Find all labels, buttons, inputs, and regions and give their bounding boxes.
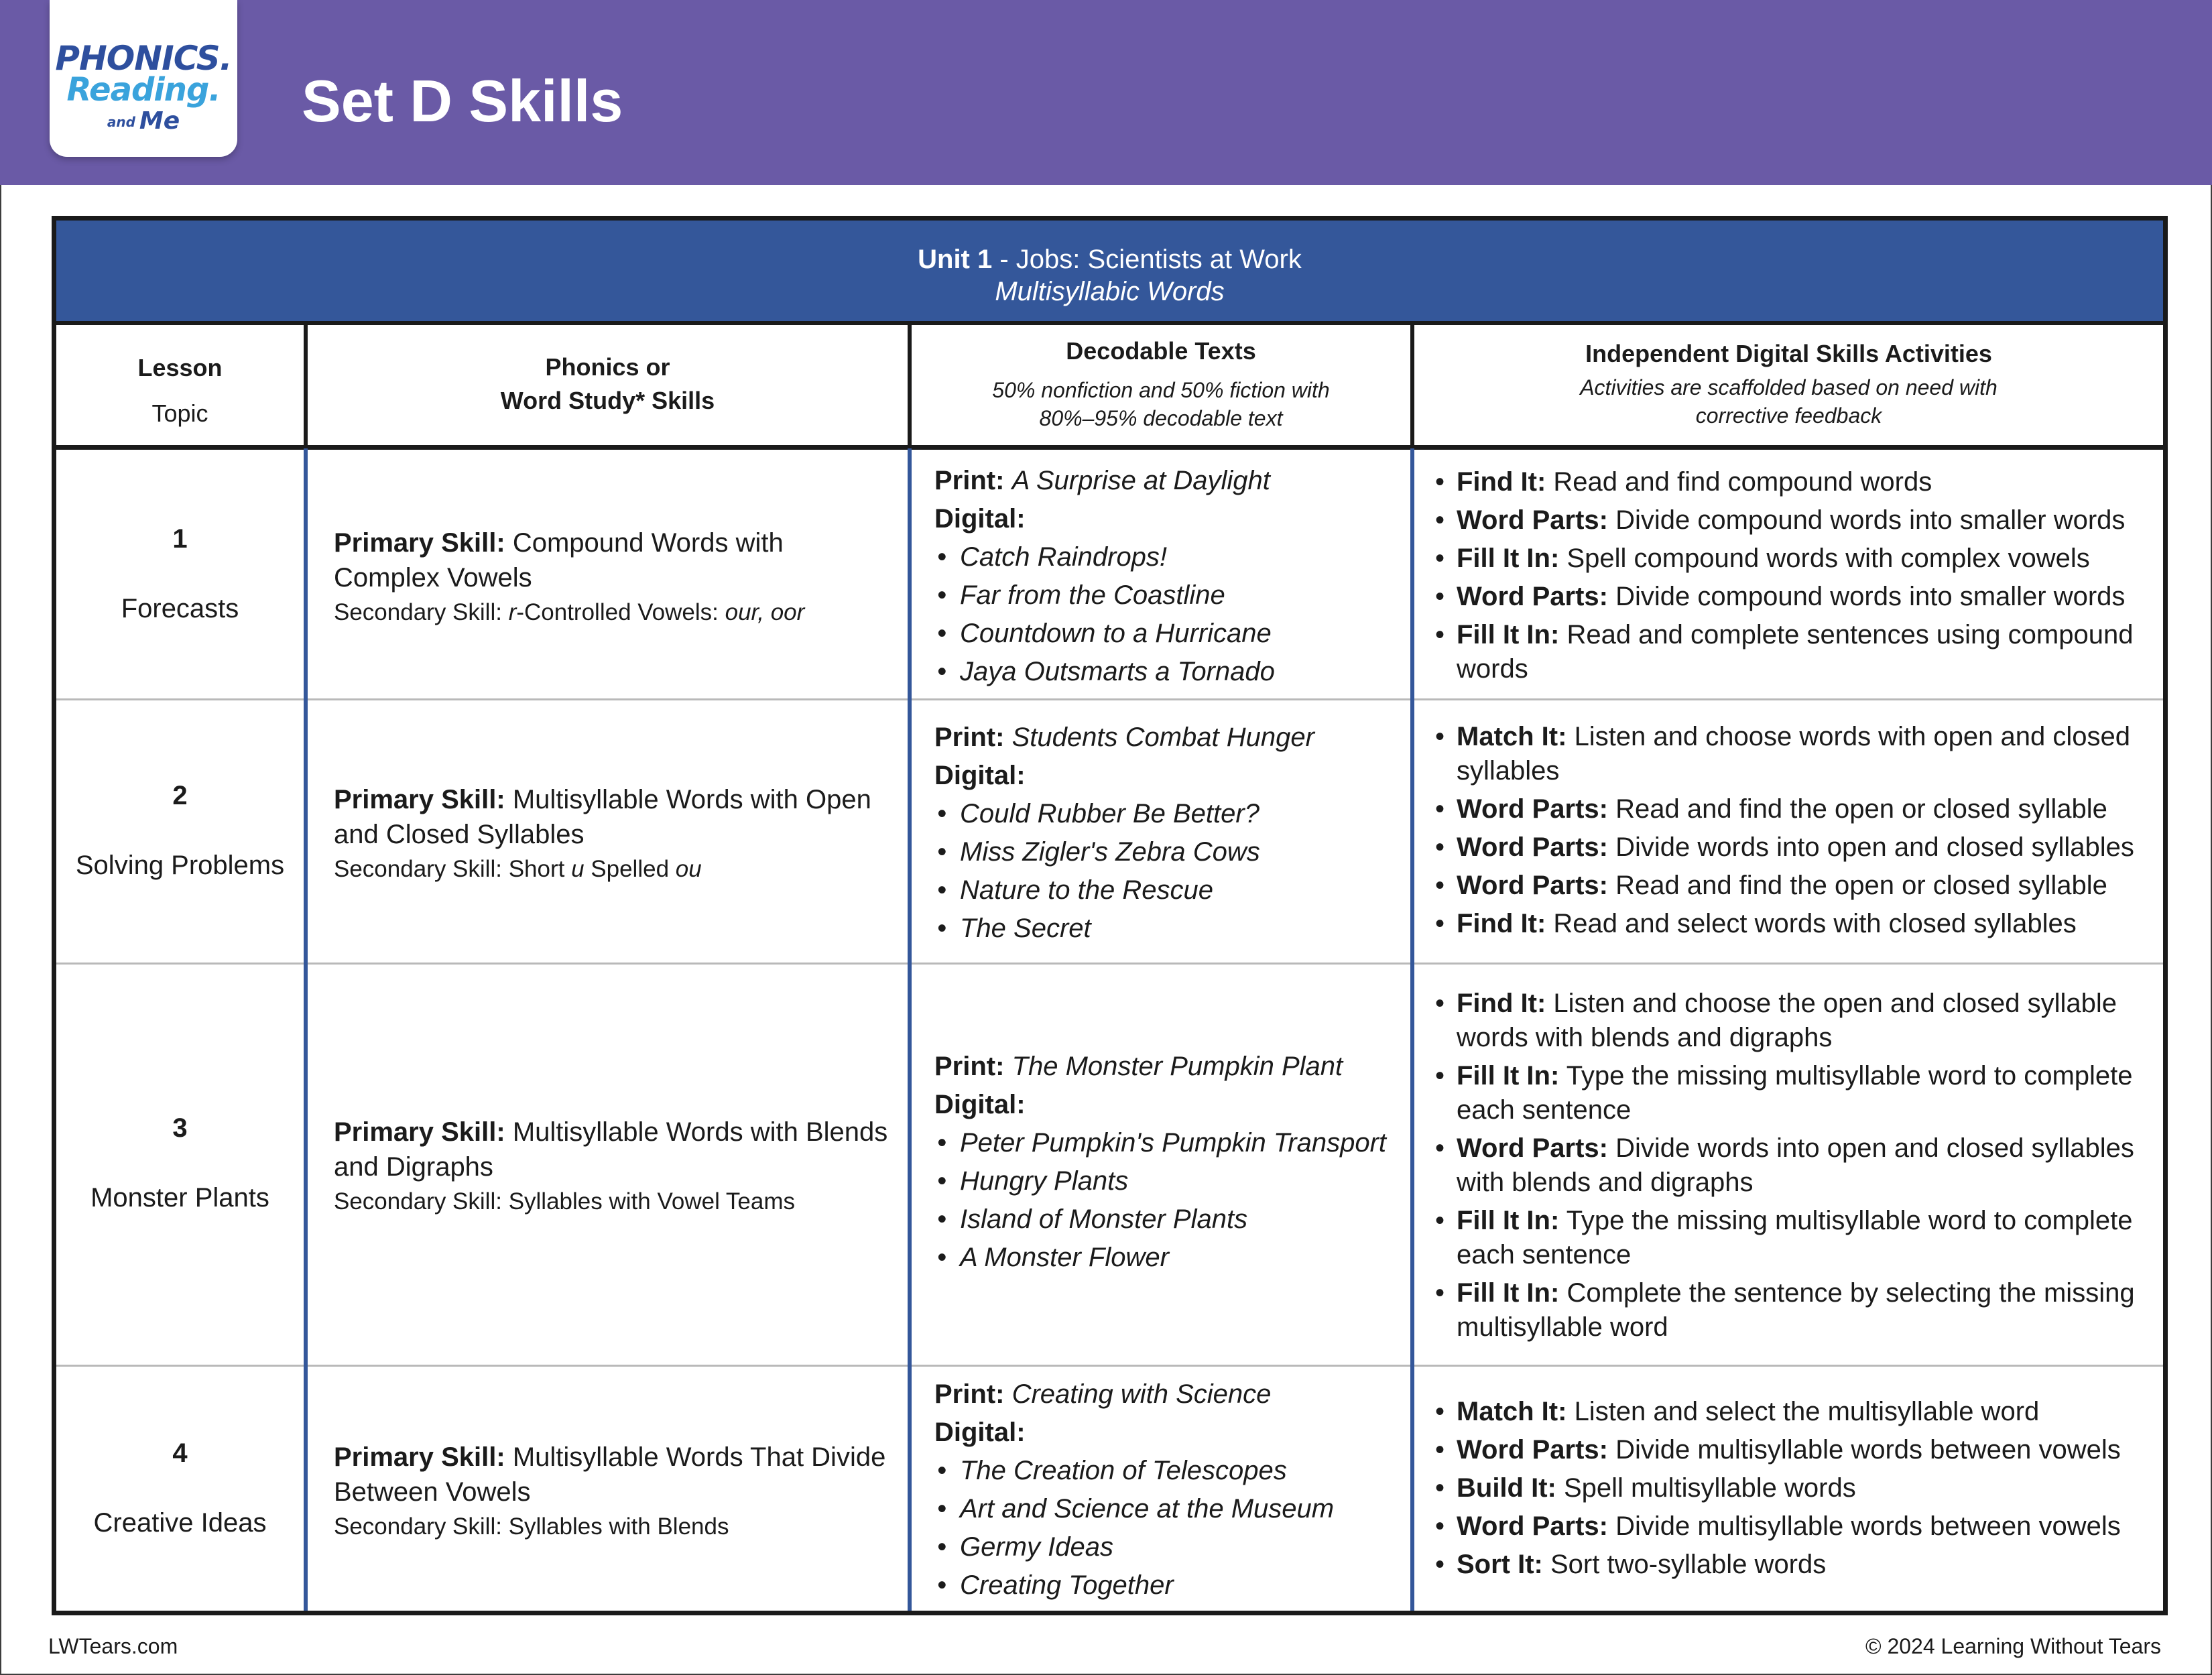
activity-desc: Divide multisyllable words between vowels	[1615, 1435, 2121, 1465]
divider-under-header	[56, 445, 2163, 450]
print-label: Print:	[934, 1379, 1005, 1409]
col-header-activities-sub1: Activities are scaffolded based on need with	[1580, 375, 1998, 399]
lesson-number: 2	[172, 781, 188, 810]
print-label: Print:	[934, 1052, 1005, 1081]
secondary-skill	[334, 852, 904, 887]
activity-desc-cont: each sentence	[1457, 1240, 1632, 1269]
print-title	[934, 1048, 1410, 1086]
activity-desc: Listen and choose words with open and closed	[1574, 722, 2130, 751]
primary-skill-value-line2: and Digraphs	[334, 1152, 493, 1182]
activity-name: Word Parts:	[1457, 871, 1608, 900]
activity-desc: Listen and choose the open and closed syllable	[1553, 989, 2117, 1018]
primary-skill-label: Primary Skill:	[334, 785, 505, 814]
unit-separator: -	[992, 245, 1016, 274]
divider-row-2	[56, 963, 2163, 965]
col-header-skills-line1: Phonics or	[545, 353, 670, 381]
lesson-1-cell	[56, 521, 304, 626]
activity-item	[1434, 830, 2164, 865]
col-header-skills	[308, 351, 908, 418]
print-value: A Surprise at Daylight	[1011, 466, 1270, 495]
activity-item	[1434, 465, 2164, 499]
col-header-texts-title: Decodable Texts	[1066, 337, 1256, 365]
activity-name: Word Parts:	[1457, 505, 1608, 535]
secondary-skill-label: Secondary Skill:	[334, 1513, 502, 1540]
digital-title: • Miss Zigler's Zebra Cows	[934, 833, 1404, 871]
activity-name: Word Parts:	[1457, 582, 1608, 611]
primary-skill-label: Primary Skill:	[334, 1117, 505, 1147]
activity-desc: Divide compound words into smaller words	[1615, 505, 2126, 535]
unit-label: Unit 1	[918, 245, 993, 274]
print-value: The Monster Pumpkin Plant	[1011, 1052, 1343, 1081]
activity-desc: Type the missing multisyllable word to complete	[1566, 1206, 2133, 1235]
primary-skill-value-line1: Multisyllable Words That Divide	[512, 1442, 886, 1472]
activity-desc: Spell compound words with complex vowels	[1566, 544, 2090, 573]
lesson-3-activities	[1434, 987, 2164, 1349]
secondary-skill	[334, 1184, 904, 1219]
unit-title	[56, 245, 2163, 275]
activity-item	[1434, 987, 2164, 1055]
lesson-4-cell	[56, 1436, 304, 1540]
lesson-number: 1	[172, 524, 188, 554]
activity-name: Fill It In:	[1457, 1206, 1560, 1235]
digital-title: • Creating Together	[934, 1566, 1404, 1605]
col-header-skills-line2: Word Study* Skills	[500, 387, 715, 414]
activity-item	[1434, 1548, 2164, 1582]
activity-name: Build It:	[1457, 1473, 1556, 1503]
lesson-4-texts	[934, 1375, 1404, 1605]
activity-desc: Spell multisyllable words	[1563, 1473, 1856, 1503]
footer-website: LWTears.com	[48, 1634, 178, 1658]
activity-desc: Read and find the open or closed syllable	[1615, 871, 2107, 900]
col-header-texts	[912, 334, 1410, 432]
secondary-skill-label: Secondary Skill:	[334, 1188, 502, 1215]
activity-name: Fill It In:	[1457, 1278, 1560, 1308]
secondary-skill-label: Secondary Skill:	[334, 599, 502, 625]
activity-desc: Divide words into open and closed syllables	[1615, 832, 2134, 862]
secondary-skill-u: u	[571, 856, 585, 882]
secondary-skill-value: Syllables with Blends	[508, 1513, 729, 1540]
activity-desc: Read and complete sentences using compound	[1566, 620, 2134, 649]
activity-name: Sort It:	[1457, 1550, 1543, 1579]
lesson-2-texts	[934, 719, 1404, 948]
secondary-skill-label: Secondary Skill:	[334, 856, 502, 882]
digital-title: • Peter Pumpkin's Pumpkin Transport	[934, 1124, 1410, 1162]
col-divider-2	[908, 448, 912, 1611]
unit-banner	[56, 221, 2163, 321]
primary-skill-value-line2: and Closed Syllables	[334, 820, 585, 849]
primary-skill	[334, 1440, 904, 1475]
print-value: Creating with Science	[1011, 1379, 1272, 1409]
lesson-2-cell	[56, 778, 304, 883]
activity-item	[1434, 1059, 2164, 1127]
col-header-lesson-line1: Lesson	[137, 354, 223, 381]
unit-focus: Multisyllabic Words	[995, 277, 1225, 306]
primary-skill-label: Primary Skill:	[334, 528, 505, 558]
secondary-skill-value: Syllables with Vowel Teams	[508, 1188, 796, 1215]
activity-name: Fill It In:	[1457, 544, 1560, 573]
activity-item	[1434, 542, 2164, 576]
lesson-2-skills	[334, 782, 904, 887]
print-title	[934, 462, 1404, 500]
activity-name: Match It:	[1457, 722, 1567, 751]
digital-title: • Hungry Plants	[934, 1162, 1410, 1200]
activity-item	[1434, 618, 2164, 686]
activity-item	[1434, 1509, 2164, 1544]
activity-desc-cont: multisyllable word	[1457, 1312, 1668, 1342]
activity-desc: Divide words into open and closed syllables	[1615, 1133, 2134, 1163]
lesson-4-activities	[1434, 1395, 2164, 1586]
lesson-topic: Monster Plants	[90, 1183, 269, 1213]
logo-line-and-me	[50, 107, 237, 135]
activity-desc: Divide compound words into smaller words	[1615, 582, 2126, 611]
digital-title: • Catch Raindrops!	[934, 538, 1404, 576]
activity-item	[1434, 503, 2164, 538]
logo-and: and	[107, 114, 135, 130]
activity-desc: Complete the sentence by selecting the missing	[1566, 1278, 2135, 1308]
lesson-3-texts	[934, 1048, 1410, 1277]
primary-skill-value-line1: Multisyllable Words with Blends	[512, 1117, 888, 1147]
secondary-skill-r: r	[508, 599, 517, 625]
divider-under-banner	[56, 321, 2163, 325]
secondary-skill-spellings: our, oor	[725, 599, 805, 625]
activity-item	[1434, 1131, 2164, 1200]
col-header-activities	[1414, 337, 2163, 430]
digital-title: • Art and Science at the Museum	[934, 1490, 1404, 1528]
digital-title: • A Monster Flower	[934, 1239, 1410, 1277]
skills-table	[52, 216, 2168, 1615]
digital-title: • Nature to the Rescue	[934, 871, 1404, 910]
col-divider-1	[304, 448, 308, 1611]
lesson-number: 4	[172, 1438, 188, 1468]
activity-desc: Read and select words with closed syllables	[1553, 909, 2077, 938]
digital-label: Digital:	[934, 1418, 1026, 1447]
primary-skill-label: Primary Skill:	[334, 1442, 505, 1472]
activity-desc: Listen and select the multisyllable word	[1574, 1397, 2040, 1426]
lesson-1-activities	[1434, 465, 2164, 690]
activity-item	[1434, 869, 2164, 903]
phonics-reading-and-me-logo	[50, 0, 237, 157]
unit-name: Jobs: Scientists at Work	[1016, 245, 1302, 274]
primary-skill-value-line2: Between Vowels	[334, 1477, 531, 1507]
activity-desc: Divide multisyllable words between vowels	[1615, 1511, 2121, 1541]
activity-name: Word Parts:	[1457, 794, 1608, 824]
digital-title: • Could Rubber Be Better?	[934, 795, 1404, 833]
col-divider-3	[1410, 448, 1414, 1611]
col-header-lesson-line2: Topic	[151, 399, 208, 427]
lesson-topic: Forecasts	[121, 594, 239, 623]
lesson-4-skills	[334, 1440, 904, 1544]
divider-row-3	[56, 1365, 2163, 1367]
lesson-number: 3	[172, 1113, 188, 1143]
col-header-activities-title: Independent Digital Skills Activities	[1585, 340, 1992, 367]
col-header-texts-sub1: 50% nonfiction and 50% fiction with	[992, 378, 1330, 402]
activity-name: Find It:	[1457, 467, 1546, 497]
activity-item	[1434, 1395, 2164, 1429]
print-title	[934, 1375, 1404, 1414]
lesson-2-activities	[1434, 720, 2164, 945]
lesson-3-cell	[56, 1111, 304, 1215]
activity-item	[1434, 1433, 2164, 1467]
print-label: Print:	[934, 466, 1005, 495]
secondary-skill	[334, 1509, 904, 1544]
col-header-activities-sub2: corrective feedback	[1695, 404, 1882, 428]
activity-desc: Sort two-syllable words	[1550, 1550, 1827, 1579]
digital-label: Digital:	[934, 504, 1026, 534]
activity-name: Word Parts:	[1457, 1435, 1608, 1465]
activity-name: Word Parts:	[1457, 832, 1608, 862]
print-value: Students Combat Hunger	[1011, 723, 1314, 752]
lesson-1-texts	[934, 462, 1404, 691]
primary-skill-value-line1: Multisyllable Words with Open	[512, 785, 871, 814]
activity-item	[1434, 1471, 2164, 1505]
digital-title: • Countdown to a Hurricane	[934, 615, 1404, 653]
col-header-lesson	[56, 345, 304, 436]
activity-desc-cont: syllables	[1457, 756, 1560, 786]
header-bar	[0, 0, 2212, 185]
activity-item	[1434, 720, 2164, 788]
primary-skill	[334, 1115, 904, 1150]
primary-skill	[334, 782, 904, 817]
activity-desc: Read and find the open or closed syllable	[1615, 794, 2107, 824]
primary-skill-value-line2: Complex Vowels	[334, 563, 532, 593]
activity-name: Fill It In:	[1457, 620, 1560, 649]
logo-me: Me	[139, 107, 180, 135]
lesson-topic: Creative Ideas	[93, 1508, 267, 1538]
secondary-skill-spelled: Spelled	[584, 856, 676, 882]
digital-title: • The Secret	[934, 910, 1404, 948]
divider-row-1	[56, 698, 2163, 700]
activity-desc-cont: with blends and digraphs	[1457, 1168, 1754, 1197]
activity-name: Find It:	[1457, 989, 1546, 1018]
lesson-1-skills	[334, 525, 904, 630]
activity-name: Word Parts:	[1457, 1511, 1608, 1541]
print-label: Print:	[934, 723, 1005, 752]
digital-title: • The Creation of Telescopes	[934, 1452, 1404, 1490]
activity-desc-cont: each sentence	[1457, 1095, 1632, 1125]
footer-copyright: © 2024 Learning Without Tears	[1865, 1634, 2161, 1658]
activity-desc-cont: words	[1457, 654, 1528, 684]
lesson-topic: Solving Problems	[75, 851, 285, 880]
activity-item	[1434, 907, 2164, 941]
digital-title: • Jaya Outsmarts a Tornado	[934, 653, 1404, 691]
secondary-skill	[334, 595, 904, 630]
activity-item	[1434, 580, 2164, 614]
secondary-skill-text: -Controlled Vowels:	[516, 599, 725, 625]
activity-name: Word Parts:	[1457, 1133, 1608, 1163]
lesson-3-skills	[334, 1115, 904, 1219]
digital-label: Digital:	[934, 761, 1026, 790]
activity-desc: Type the missing multisyllable word to complete	[1566, 1061, 2133, 1091]
secondary-skill-ou: ou	[675, 856, 702, 882]
digital-title: • Far from the Coastline	[934, 576, 1404, 615]
activity-desc-cont: words with blends and digraphs	[1457, 1023, 1833, 1052]
logo-line-reading: Reading.	[66, 71, 221, 109]
activity-name: Match It:	[1457, 1397, 1567, 1426]
activity-name: Fill It In:	[1457, 1061, 1560, 1091]
col-header-texts-sub2: 80%–95% decodable text	[1039, 406, 1283, 430]
primary-skill	[334, 525, 904, 560]
secondary-skill-text: Short	[508, 856, 572, 882]
digital-title: • Island of Monster Plants	[934, 1200, 1410, 1239]
digital-label: Digital:	[934, 1090, 1026, 1119]
page-title: Set D Skills	[302, 68, 623, 134]
logo-line-phonics: PHONICS.	[55, 39, 232, 78]
print-title	[934, 719, 1404, 757]
primary-skill-value-line1: Compound Words with	[512, 528, 784, 558]
activity-name: Find It:	[1457, 909, 1546, 938]
activity-desc: Read and find compound words	[1553, 467, 1932, 497]
digital-title: • Germy Ideas	[934, 1528, 1404, 1566]
activity-item	[1434, 1204, 2164, 1272]
activity-item	[1434, 1276, 2164, 1345]
activity-item	[1434, 792, 2164, 826]
